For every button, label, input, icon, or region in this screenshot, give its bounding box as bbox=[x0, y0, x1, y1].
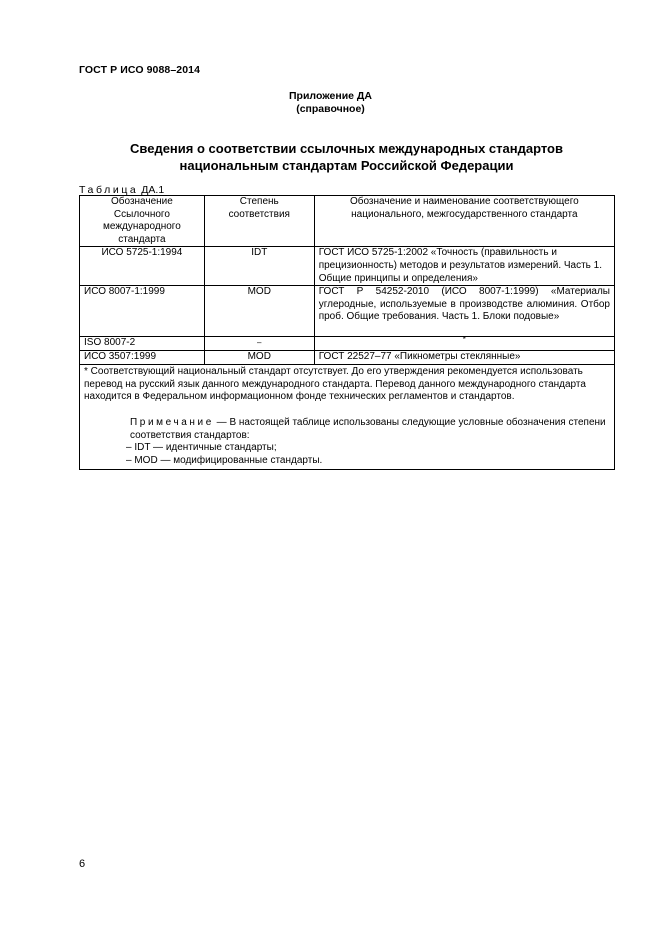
cell-degree bbox=[204, 337, 314, 351]
cell-national bbox=[314, 337, 614, 351]
cell-degree: MOD bbox=[204, 351, 314, 365]
note-item-mod: – MOD — модифицированные стандарты. bbox=[126, 454, 323, 466]
note-label: Примечание bbox=[130, 416, 214, 428]
section-title-line-2: национальным стандартам Российской Федерации bbox=[179, 158, 514, 173]
table-notes-row bbox=[80, 365, 615, 470]
table-caption-number: ДА.1 bbox=[141, 184, 165, 196]
table-caption-word: Таблица bbox=[79, 184, 139, 196]
annex-subtitle: (справочное) bbox=[296, 103, 365, 115]
section-title bbox=[0, 140, 661, 174]
cell-degree: IDT bbox=[204, 247, 314, 286]
cell-degree: MOD bbox=[204, 286, 314, 337]
footnote-text: * Соответствующий национальный стандарт отсутствует. До его утверждения рекомендуется использовать перевод на русский язык данного международного стандарта. Перевод данного международного стандарта находится в Федеральном информационном фонде технических регламентов и стандартов. bbox=[84, 366, 586, 403]
table-row bbox=[80, 351, 615, 365]
cell-national: ГОСТ ИСО 5725-1:2002 «Точность (правильность и прецизионность) методов и результатов измерений. Часть 1. Общие принципы и определения» bbox=[314, 247, 614, 286]
table-header-row bbox=[80, 196, 615, 247]
annex-heading bbox=[0, 90, 661, 116]
standard-code: ГОСТ Р ИСО 9088–2014 bbox=[79, 64, 201, 76]
degree-dash: – bbox=[257, 338, 262, 348]
table-row bbox=[80, 286, 615, 337]
note-text: — В настоящей таблице использованы следующие условные обозначения степени соответствия стандартов: bbox=[130, 416, 606, 441]
notes-spacer bbox=[84, 404, 610, 417]
cell-national: ГОСТ Р 54252-2010 (ИСО 8007-1:1999) «Материалы углеродные, используемые в производстве алюминия. Отбор проб. Общие требования. Часть 1. Блоки подовые» bbox=[314, 286, 614, 337]
cell-reference: ИСО 8007-1:1999 bbox=[80, 286, 205, 337]
table-notes-cell bbox=[80, 365, 615, 470]
header-national-standard: Обозначение и наименование соответствующего национального, межгосударственного стандарта bbox=[314, 196, 614, 247]
annex-title: Приложение ДА bbox=[289, 90, 372, 102]
table-row bbox=[80, 247, 615, 286]
cell-national: ГОСТ 22527–77 «Пикнометры стеклянные» bbox=[314, 351, 614, 365]
header-degree: Степень соответствия bbox=[204, 196, 314, 247]
page-number: 6 bbox=[79, 858, 86, 870]
table-row bbox=[80, 337, 615, 351]
footnote-marker: * bbox=[462, 335, 466, 345]
note-item-idt: – IDT — идентичные стандарты; bbox=[126, 442, 277, 454]
note-paragraph bbox=[84, 417, 610, 442]
section-title-line-1: Сведения о соответствии ссылочных международных стандартов bbox=[130, 141, 563, 156]
cell-reference: ИСО 3507:1999 bbox=[80, 351, 205, 365]
cell-reference: ISO 8007-2 bbox=[80, 337, 205, 351]
cell-reference: ИСО 5725-1:1994 bbox=[80, 247, 205, 286]
correspondence-table bbox=[79, 195, 615, 470]
header-reference-standard: Обозначение Ссылочного международного стандарта bbox=[80, 196, 205, 247]
